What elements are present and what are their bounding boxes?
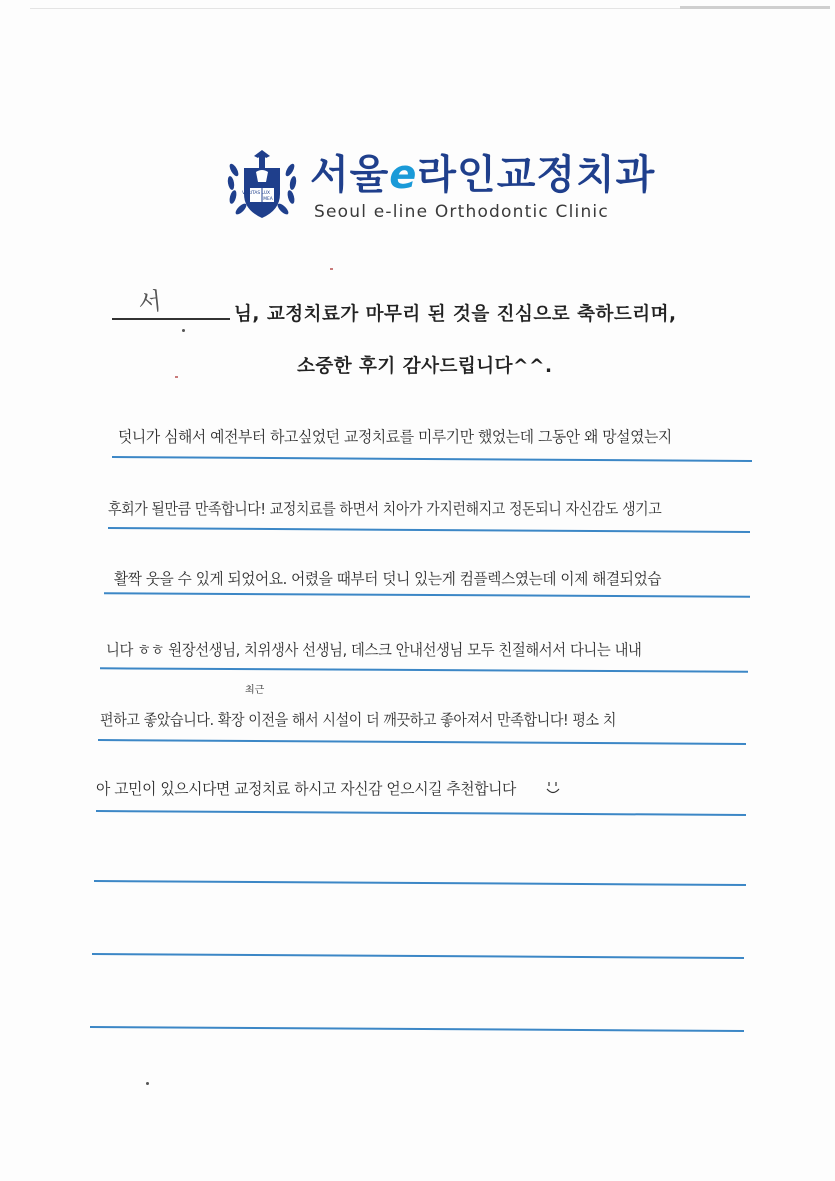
review-line: 편하고 좋았습니다. 확장 이전을 해서 시설이 더 깨끗하고 좋아져서 만족합니다! 평소 치 bbox=[100, 711, 617, 729]
review-line: 아 고민이 있으시다면 교정치료 하시고 자신감 얻으시길 추천합니다 bbox=[96, 780, 516, 798]
review-line: 덧니가 심해서 예전부터 하고싶었던 교정치료를 미루기만 했었는데 그동안 왜 망설였는지 bbox=[118, 428, 672, 446]
scan-speck bbox=[146, 1082, 149, 1085]
insert-note: 최근 bbox=[245, 685, 265, 696]
clinic-logo bbox=[226, 150, 656, 230]
writing-rule bbox=[90, 1026, 744, 1032]
greeting-line-2: 소중한 후기 감사드립니다^^. bbox=[297, 356, 553, 377]
clinic-name-e: e bbox=[389, 152, 418, 198]
writing-rule bbox=[100, 667, 748, 672]
writing-rule bbox=[94, 880, 746, 886]
writing-rule bbox=[96, 810, 746, 816]
clinic-emblem-icon bbox=[226, 150, 298, 222]
writing-rule bbox=[104, 592, 750, 597]
clinic-name-part: 서울 bbox=[310, 152, 390, 198]
emblem-text: MEA bbox=[263, 197, 273, 202]
scan-speck bbox=[182, 329, 185, 332]
writing-rule bbox=[112, 456, 752, 462]
review-line: 후회가 될만큼 만족합니다! 교정치료를 하면서 치아가 가지런해지고 정돈되니 자신감도 생기고 bbox=[108, 500, 662, 518]
scan-speck bbox=[330, 268, 333, 270]
patient-name-handwritten: 서 bbox=[136, 286, 163, 318]
writing-rule bbox=[92, 953, 744, 959]
scan-speck bbox=[175, 376, 178, 378]
writing-rule bbox=[108, 527, 750, 533]
review-line: 니다 ㅎㅎ 원장선생님, 치위생사 선생님, 데스크 안내선생님 모두 친절해서서 다니는 내내 bbox=[106, 641, 642, 659]
clinic-name-korean bbox=[310, 152, 655, 198]
name-blank-line bbox=[112, 318, 230, 320]
clinic-name-english: Seoul e-line Orthodontic Clinic bbox=[314, 202, 609, 222]
review-line: 활짝 웃을 수 있게 되었어요. 어렸을 때부터 덧니 있는게 컴플렉스였는데 이제 해결되었습 bbox=[114, 570, 662, 588]
clinic-name-part: 라인교정치과 bbox=[417, 152, 656, 198]
greeting-line-1: 님, 교정치료가 마무리 된 것을 진심으로 축하드리며, bbox=[234, 304, 677, 325]
scan-edge-shadow bbox=[680, 6, 830, 9]
writing-rule bbox=[98, 739, 746, 745]
smiley-icon bbox=[546, 780, 560, 796]
emblem-text: VERITAS LUX bbox=[241, 191, 271, 196]
